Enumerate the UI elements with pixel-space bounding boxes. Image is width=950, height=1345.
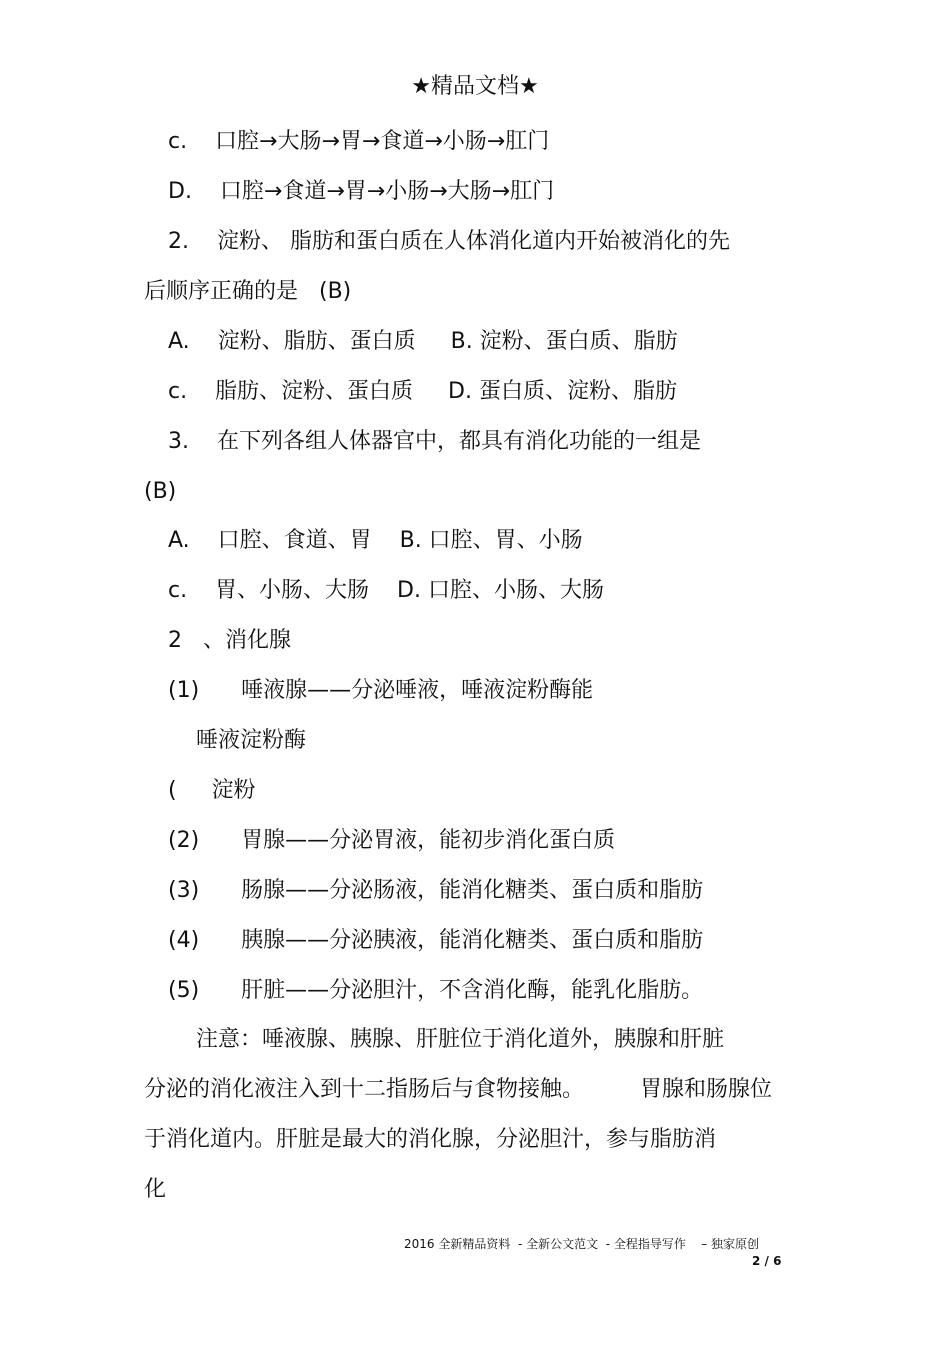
text-line: c. 胃、小肠、大肠 D. 口腔、小肠、大肠 xyxy=(168,578,604,603)
text-line: (1) 唾液腺——分泌唾液，唾液淀粉酶能 xyxy=(168,678,594,703)
text-line: (3) 肠腺——分泌肠液，能消化糖类、蛋白质和脂肪 xyxy=(168,878,704,903)
text-line: A. 淀粉、脂肪、蛋白质 B. 淀粉、蛋白质、脂肪 xyxy=(168,329,678,354)
text-line: D. 口腔→食道→胃→小肠→大肠→肛门 xyxy=(168,179,555,204)
page-number: 2 / 6 xyxy=(752,1254,782,1268)
text-line: (2) 胃腺——分泌胃液，能初步消化蛋白质 xyxy=(168,828,616,853)
text-line: (4) 胰腺——分泌胰液，能消化糖类、蛋白质和脂肪 xyxy=(168,928,704,953)
text-line: (5) 肝脏——分泌胆汁，不含消化酶，能乳化脂肪。 xyxy=(168,978,704,1003)
text-line: 分泌的消化液注入到十二指肠后与食物接触。 胃腺和肠腺位 xyxy=(144,1077,772,1102)
text-line: c. 口腔→大肠→胃→食道→小肠→肛门 xyxy=(168,129,550,154)
text-line: A. 口腔、食道、胃 B. 口腔、胃、小肠 xyxy=(168,528,583,553)
text-line: 3. 在下列各组人体器官中，都具有消化功能的一组是 xyxy=(168,429,701,454)
text-line: 后顺序正确的是 (B) xyxy=(144,279,352,304)
text-line: (B) xyxy=(144,479,177,504)
text-line: 2. 淀粉、 脂肪和蛋白质在人体消化道内开始被消化的先 xyxy=(168,229,730,254)
text-line: c. 脂肪、淀粉、蛋白质 D. 蛋白质、淀粉、脂肪 xyxy=(168,379,677,404)
text-line: ( 淀粉 xyxy=(168,778,256,803)
section-heading: 2 、消化腺 xyxy=(168,628,291,653)
text-line: 于消化道内。肝脏是最大的消化腺，分泌胆汁，参与脂肪消 xyxy=(144,1127,717,1152)
text-line: 唾液淀粉酶 xyxy=(196,728,307,753)
text-line: 化 xyxy=(144,1177,167,1202)
page-header-title: ★精品文档★ xyxy=(411,74,539,99)
text-line: 注意：唾液腺、胰腺、肝脏位于消化道外，胰腺和肝脏 xyxy=(196,1027,725,1052)
footer-text: 2016 全新精品资料 - 全新公文范文 - 全程指导写作 – 独家原创 xyxy=(404,1237,759,1251)
